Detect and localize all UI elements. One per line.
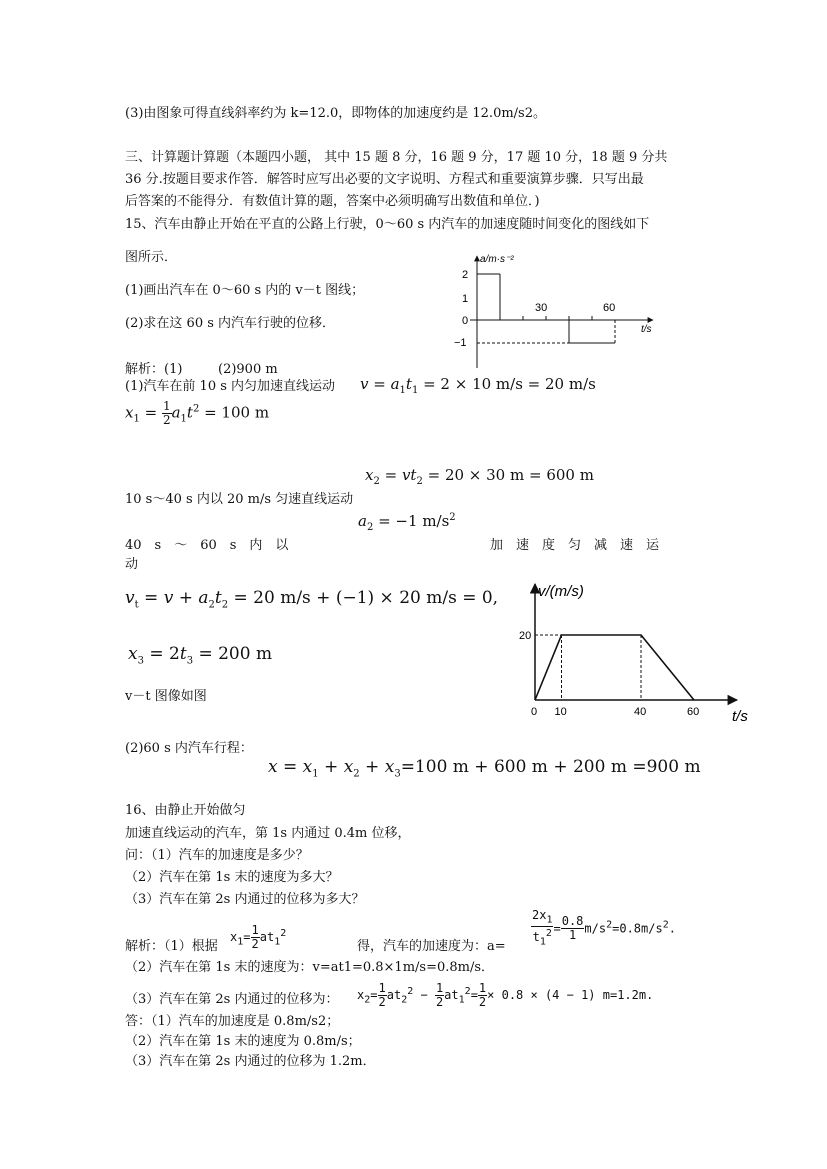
q15-sol-line2: 10 s～40 s 内以 20 m/s 匀速直线运动 [125, 492, 354, 507]
section3-instructions-line3: 后答案的不能得分．有数值计算的题，答案中必须明确写出数值和单位．) [125, 194, 540, 209]
v-ytick-20: 20 [519, 630, 532, 642]
eq-x3: $x_3 = 2t_3 = 200$ m [128, 644, 273, 667]
q15-sol-line3a: 40 s ～ 60 s 内 以 [125, 538, 289, 553]
a-axis-label: a/m·s⁻² [480, 254, 514, 265]
q15-stem-line1: 15、汽车由静止开始在平直的公路上行驶，0～60 s 内汽车的加速度随时间变化的图线如下 [125, 217, 650, 232]
q15-sol-line3b: 加 速 度 匀 减 速 运 [490, 538, 660, 553]
eq-total-displacement: $x = x_1 + x_2 + x_3=100$ m + 600 m + 200 m =900 m [268, 757, 701, 780]
q15-part1: (1)画出汽车在 0～60 s 内的 v－t 图线； [125, 283, 365, 298]
acceleration-time-graph [448, 250, 658, 375]
eq-x1-formula: $x_1=$ $\frac{1}{2}$ $at_1^2$ [230, 923, 287, 951]
q15-answer-value: (2)900 m [218, 362, 278, 377]
q16-question3: （3）汽车在第 2s 内通过的位移为多大？ [125, 892, 365, 907]
t-axis-label: t/s [641, 324, 652, 335]
vt-xtick-60: 60 [687, 706, 700, 718]
q16-sol1-mid: 得，汽车的加速度为：a= [357, 939, 506, 954]
q16-sol2: （2）汽车在第 1s 末的速度为：v=at1=0.8×1m/s=0.8m/s． [125, 960, 495, 975]
q15-stem-line2: 图所示． [125, 250, 178, 265]
eq-x2-second-interval: $x_2=$ $\frac{1}{2}$ $at_2^2$ − $\frac{1}{2}$ $at_1^2=$ $\frac{1}{2}$ × 0.8 × (4 − 1) m=1.2m. [357, 981, 654, 1009]
q15-sol-line1: (1)汽车在前 10 s 内匀加速直线运动 [125, 379, 336, 394]
eq-vt: $v_t = v + a_2t_2 = 20$ m/s + (−1) × 20 m/s = 0, [125, 588, 499, 611]
q15-sol-line3c: 动 [125, 557, 139, 572]
section3-instructions-line1: 三、计算题计算题（本题四小题， 其中 15 题 8 分，16 题 9 分，17 题 10 分，18 题 9 分共 [125, 150, 668, 165]
q15-answer-label: 解析：(1) [125, 362, 183, 377]
q16-answer1: 答：（1）汽车的加速度是 0.8m/s2； [125, 1014, 340, 1029]
velocity-time-graph [515, 578, 760, 728]
q15-part2-label: (2)60 s 内汽车行程： [125, 741, 253, 756]
eq-velocity-after-10s: $v = a_1t_1 = 2 \times 10$ m/s = 20 m/s [360, 375, 596, 396]
a-ytick-2: 2 [462, 269, 469, 281]
vt-t-axis-label: t/s [732, 708, 748, 725]
a-xtick-30: 30 [535, 302, 548, 314]
a-ytick-1: 1 [462, 293, 469, 305]
q16-stem-line1: 16、由静止开始做匀 [125, 803, 246, 818]
eq-a2: $a_2 = -1$ $m/s^2$ [358, 512, 456, 533]
eq-x2: $x_2 = vt_2 = 20 \times 30$ m = 600 m [365, 466, 594, 487]
section3-instructions-line2: 36 分.按题目要求作答．解答时应写出必要的文字说明、方程式和重要演算步骤．只写出最 [125, 172, 644, 187]
vt-series-line [535, 635, 694, 700]
a-ytick-0: 0 [462, 315, 469, 327]
a-ytick-neg1: −1 [454, 337, 467, 349]
q16-question1: 问：（1）汽车的加速度是多少？ [125, 848, 309, 863]
q16-sol1-label: 解析：（1）根据 [125, 939, 218, 954]
q16-answer2: （2）汽车在第 1s 末的速度为 0.8m/s； [125, 1034, 361, 1049]
eq-x1: $x_1$ = $\frac{1}{2}$ $a_1t^2 = 100$ m [125, 399, 270, 427]
q15-part2: (2)求在这 60 s 内汽车行驶的位移． [125, 316, 336, 331]
eq-total-rhs: =100 m + 600 m + 200 m =900 m [400, 757, 701, 777]
q16-answer3: （3）汽车在第 2s 内通过的位移为 1.2m． [125, 1054, 376, 1069]
q16-stem-line2: 加速直线运动的汽车，第 1s 内通过 0.4m 位移， [125, 826, 411, 841]
a-xtick-60: 60 [603, 302, 616, 314]
vt-graph-caption: v－t 图像如图 [125, 689, 207, 704]
vt-xtick-40: 40 [634, 706, 647, 718]
eq-a-value: $\frac{2x_1}{t_1^2}$ = $\frac{0.8}{1}$ $m/s^2=0.8m/s^2$. [532, 908, 676, 948]
vt-xtick-0: 0 [531, 706, 538, 718]
vt-xtick-10: 10 [554, 706, 567, 718]
q16-sol3-label: （3）汽车在第 2s 内通过的位移为： [125, 992, 339, 1007]
q14-part3-conclusion: (3)由图象可得直线斜率约为 k=12.0，即物体的加速度约是 12.0m/s2。 [125, 106, 546, 121]
v-axis-label: v/(m/s) [538, 583, 584, 600]
q16-question2: （2）汽车在第 1s 末的速度为多大？ [125, 870, 339, 885]
